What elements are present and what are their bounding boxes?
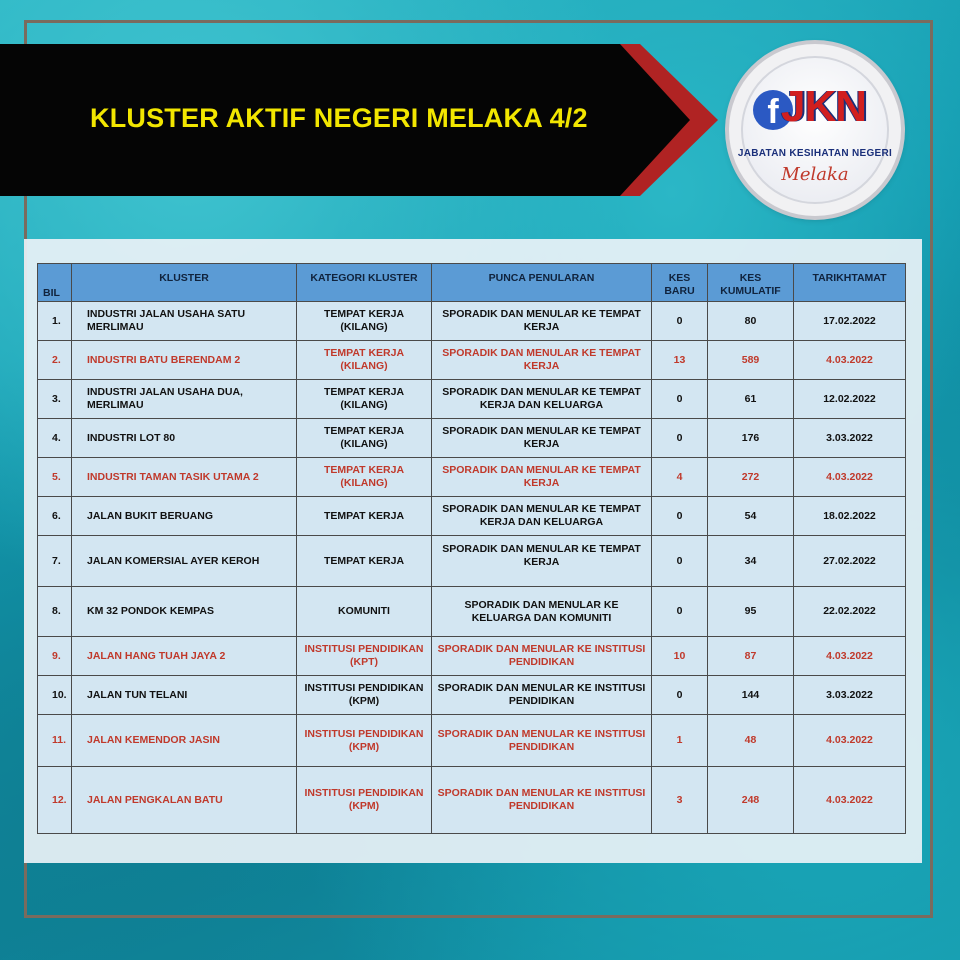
cell-kes-baru: 0 xyxy=(652,380,708,419)
cell-punca: SPORADIK DAN MENULAR KE TEMPAT KERJA xyxy=(432,419,652,458)
cell-punca: SPORADIK DAN MENULAR KE INSTITUSI PENDIDIKAN xyxy=(432,637,652,676)
cell-kes-kumulatif: 87 xyxy=(708,637,794,676)
table-row xyxy=(38,715,906,767)
header-kluster: KLUSTER xyxy=(72,264,297,302)
cell-bil: 10. xyxy=(38,676,72,715)
header-kes-kumulatif: KES KUMULATIF xyxy=(708,264,794,302)
cell-kes-baru: 0 xyxy=(652,302,708,341)
cell-punca: SPORADIK DAN MENULAR KE KELUARGA DAN KOMUNITI xyxy=(432,587,652,637)
cell-kes-kumulatif: 248 xyxy=(708,767,794,834)
cell-tarikh: 3.03.2022 xyxy=(794,419,906,458)
cell-tarikh: 22.02.2022 xyxy=(794,587,906,637)
cell-punca: SPORADIK DAN MENULAR KE INSTITUSI PENDIDIKAN xyxy=(432,676,652,715)
cluster-table xyxy=(37,263,906,834)
jkn-logo xyxy=(729,44,901,216)
cell-kes-baru: 0 xyxy=(652,587,708,637)
cell-kes-kumulatif: 176 xyxy=(708,419,794,458)
cell-bil: 6. xyxy=(38,497,72,536)
cell-kes-kumulatif: 61 xyxy=(708,380,794,419)
table-row xyxy=(38,536,906,587)
cell-tarikh: 27.02.2022 xyxy=(794,536,906,587)
header-tarikh: TARIKHTAMAT xyxy=(794,264,906,302)
cell-kategori: INSTITUSI PENDIDIKAN (KPM) xyxy=(297,767,432,834)
cell-punca: SPORADIK DAN MENULAR KE TEMPAT KERJA xyxy=(432,341,652,380)
cell-punca: SPORADIK DAN MENULAR KE TEMPAT KERJA DAN KELUARGA xyxy=(432,497,652,536)
cell-kes-kumulatif: 80 xyxy=(708,302,794,341)
cell-kluster: JALAN HANG TUAH JAYA 2 xyxy=(72,637,297,676)
cell-kes-baru: 10 xyxy=(652,637,708,676)
header-bil: BIL xyxy=(38,264,72,302)
cell-kluster: JALAN KEMENDOR JASIN xyxy=(72,715,297,767)
cell-bil: 4. xyxy=(38,419,72,458)
cell-kes-baru: 0 xyxy=(652,676,708,715)
facebook-icon: f xyxy=(753,90,793,130)
table-row xyxy=(38,458,906,497)
cell-kategori: KOMUNITI xyxy=(297,587,432,637)
table-row xyxy=(38,676,906,715)
jkn-subtitle: JABATAN KESIHATAN NEGERI xyxy=(737,148,893,159)
cell-kluster: INDUSTRI TAMAN TASIK UTAMA 2 xyxy=(72,458,297,497)
cell-kes-kumulatif: 272 xyxy=(708,458,794,497)
cell-kluster: JALAN TUN TELANI xyxy=(72,676,297,715)
cell-bil: 9. xyxy=(38,637,72,676)
table-header-row xyxy=(38,264,906,302)
cell-tarikh: 12.02.2022 xyxy=(794,380,906,419)
cell-kes-kumulatif: 54 xyxy=(708,497,794,536)
cell-kategori: INSTITUSI PENDIDIKAN (KPM) xyxy=(297,715,432,767)
cell-kes-baru: 13 xyxy=(652,341,708,380)
cell-kes-baru: 3 xyxy=(652,767,708,834)
cell-kluster: INDUSTRI LOT 80 xyxy=(72,419,297,458)
cell-kategori: INSTITUSI PENDIDIKAN (KPM) xyxy=(297,676,432,715)
cell-punca: SPORADIK DAN MENULAR KE TEMPAT KERJA xyxy=(432,302,652,341)
table-row xyxy=(38,302,906,341)
cell-kategori: TEMPAT KERJA (KILANG) xyxy=(297,302,432,341)
cell-kes-baru: 0 xyxy=(652,497,708,536)
cell-bil: 11. xyxy=(38,715,72,767)
cell-punca: SPORADIK DAN MENULAR KE INSTITUSI PENDIDIKAN xyxy=(432,715,652,767)
cell-kluster: JALAN BUKIT BERUANG xyxy=(72,497,297,536)
cell-kes-baru: 4 xyxy=(652,458,708,497)
header-kes-baru: KES BARU xyxy=(652,264,708,302)
cell-kes-baru: 0 xyxy=(652,536,708,587)
jkn-wordmark: JKN xyxy=(781,82,867,131)
page-title: KLUSTER AKTIF NEGERI MELAKA 4/2 xyxy=(90,103,588,133)
cell-kes-kumulatif: 95 xyxy=(708,587,794,637)
cell-bil: 5. xyxy=(38,458,72,497)
cell-kategori: TEMPAT KERJA (KILANG) xyxy=(297,380,432,419)
cell-kes-baru: 0 xyxy=(652,419,708,458)
cell-bil: 7. xyxy=(38,536,72,587)
cell-kes-kumulatif: 144 xyxy=(708,676,794,715)
table-row xyxy=(38,587,906,637)
cell-kes-kumulatif: 48 xyxy=(708,715,794,767)
cell-kluster: INDUSTRI JALAN USAHA DUA, MERLIMAU xyxy=(72,380,297,419)
cell-kategori: TEMPAT KERJA xyxy=(297,497,432,536)
cell-tarikh: 4.03.2022 xyxy=(794,341,906,380)
table-row xyxy=(38,637,906,676)
melaka-script: Melaka xyxy=(781,164,849,185)
cell-tarikh: 4.03.2022 xyxy=(794,715,906,767)
cell-bil: 3. xyxy=(38,380,72,419)
table-row xyxy=(38,767,906,834)
cell-tarikh: 18.02.2022 xyxy=(794,497,906,536)
cell-kategori: INSTITUSI PENDIDIKAN (KPT) xyxy=(297,637,432,676)
table-row xyxy=(38,497,906,536)
cell-kategori: TEMPAT KERJA xyxy=(297,536,432,587)
table-row xyxy=(38,380,906,419)
cell-punca: SPORADIK DAN MENULAR KE TEMPAT KERJA xyxy=(432,536,652,587)
cell-kes-kumulatif: 589 xyxy=(708,341,794,380)
cell-kategori: TEMPAT KERJA (KILANG) xyxy=(297,419,432,458)
cell-bil: 8. xyxy=(38,587,72,637)
cell-tarikh: 3.03.2022 xyxy=(794,676,906,715)
table-row xyxy=(38,419,906,458)
cell-kes-kumulatif: 34 xyxy=(708,536,794,587)
cell-punca: SPORADIK DAN MENULAR KE TEMPAT KERJA DAN KELUARGA xyxy=(432,380,652,419)
cell-kategori: TEMPAT KERJA (KILANG) xyxy=(297,458,432,497)
cell-punca: SPORADIK DAN MENULAR KE TEMPAT KERJA xyxy=(432,458,652,497)
cell-tarikh: 4.03.2022 xyxy=(794,767,906,834)
table-row xyxy=(38,341,906,380)
cell-bil: 12. xyxy=(38,767,72,834)
header-punca: PUNCA PENULARAN xyxy=(432,264,652,302)
cell-kluster: KM 32 PONDOK KEMPAS xyxy=(72,587,297,637)
cell-kluster: INDUSTRI BATU BERENDAM 2 xyxy=(72,341,297,380)
cell-kategori: TEMPAT KERJA (KILANG) xyxy=(297,341,432,380)
cell-tarikh: 4.03.2022 xyxy=(794,637,906,676)
cell-bil: 2. xyxy=(38,341,72,380)
cell-bil: 1. xyxy=(38,302,72,341)
cell-tarikh: 17.02.2022 xyxy=(794,302,906,341)
header-kategori: KATEGORI KLUSTER xyxy=(297,264,432,302)
cell-kluster: JALAN KOMERSIAL AYER KEROH xyxy=(72,536,297,587)
cell-tarikh: 4.03.2022 xyxy=(794,458,906,497)
cell-kluster: INDUSTRI JALAN USAHA SATU MERLIMAU xyxy=(72,302,297,341)
cell-punca: SPORADIK DAN MENULAR KE INSTITUSI PENDIDIKAN xyxy=(432,767,652,834)
cell-kluster: JALAN PENGKALAN BATU xyxy=(72,767,297,834)
cell-kes-baru: 1 xyxy=(652,715,708,767)
